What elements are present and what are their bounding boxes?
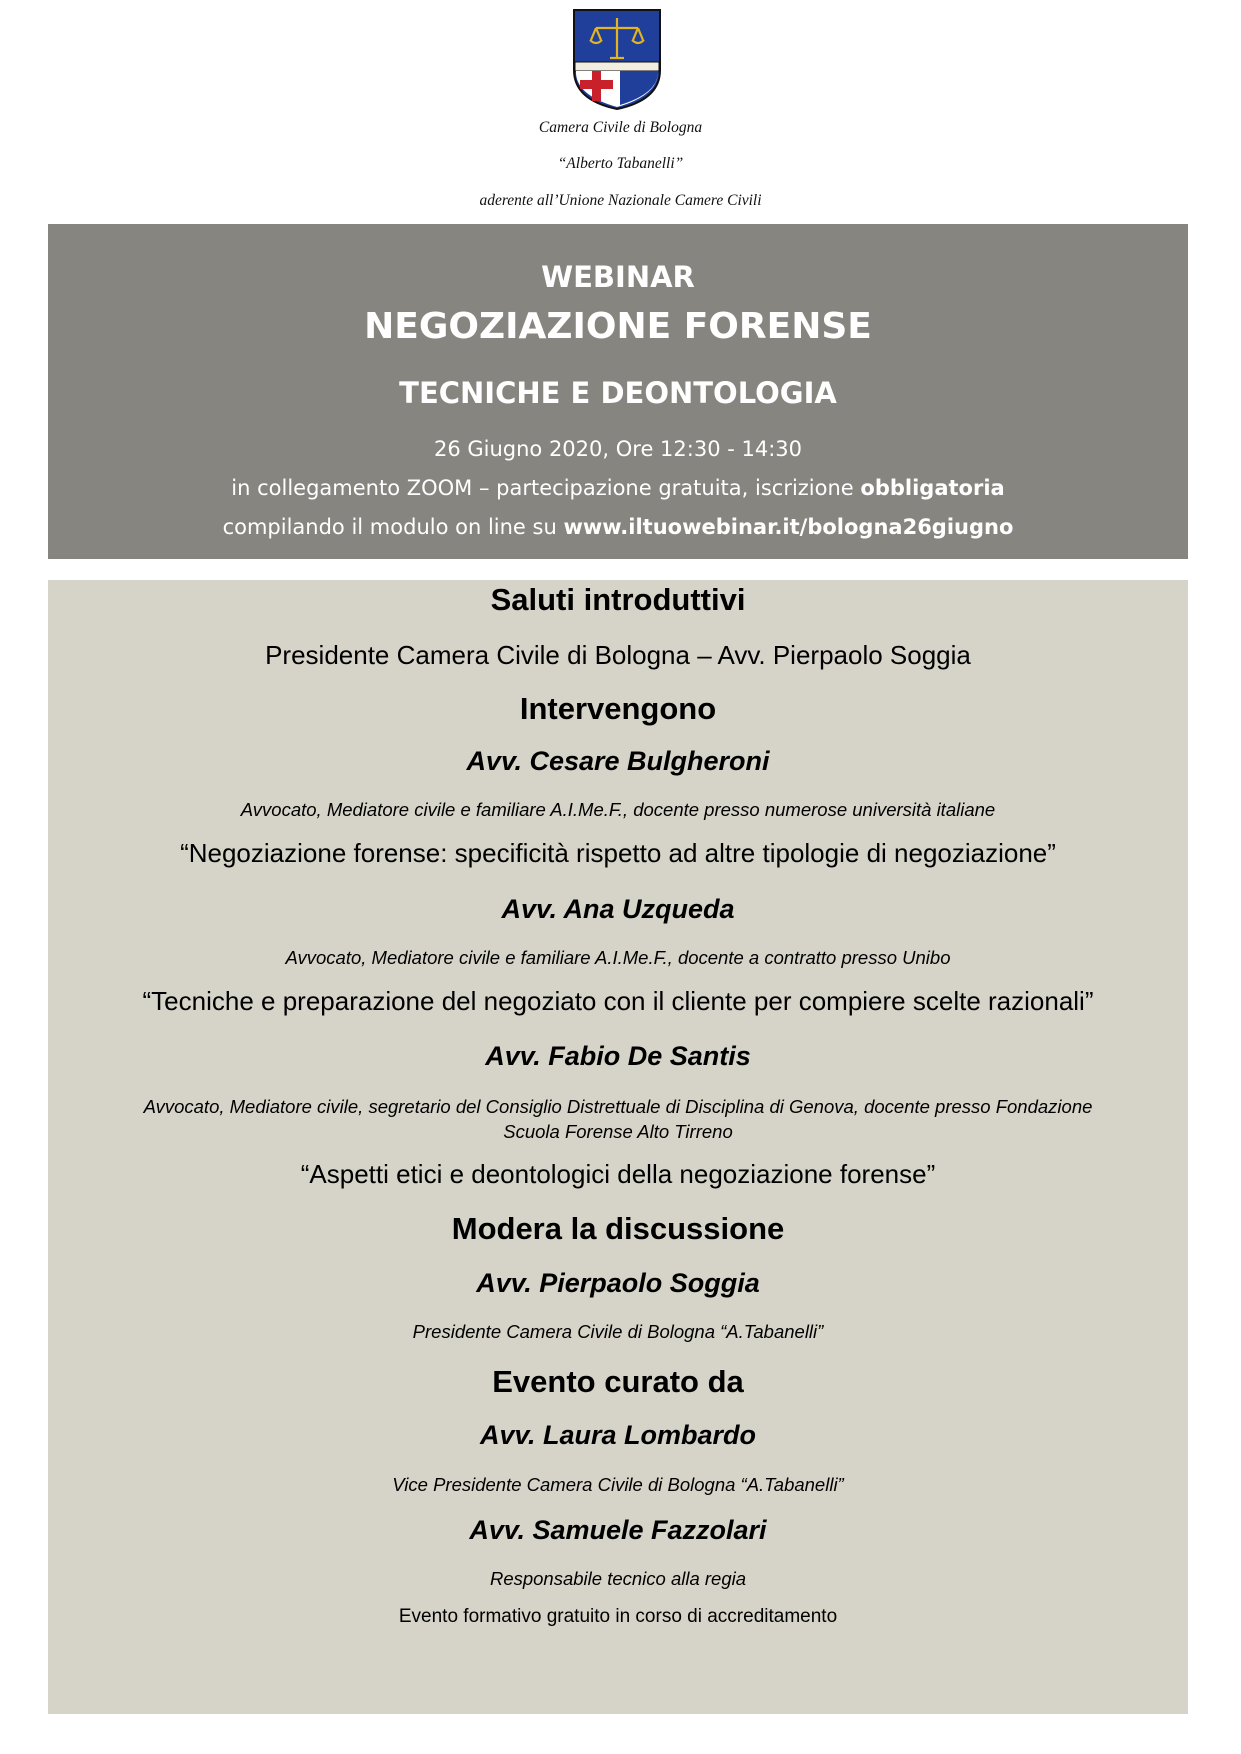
speaker-role-continued: Scuola Forense Alto Tirreno — [503, 1121, 733, 1142]
speaker-talk-title: “Tecniche e preparazione del negoziato con il cliente per compiere scelte razionali” — [142, 986, 1094, 1016]
event-format-label: WEBINAR — [541, 260, 695, 294]
speaker-talk-title: “Negoziazione forense: specificità rispetto ad altre tipologie di negoziazione” — [180, 838, 1056, 868]
organization-dedication: “Alberto Tabanelli” — [557, 155, 684, 172]
crest-scroll-band — [575, 62, 659, 71]
event-date-time: 26 Giugno 2020, Ore 12:30 - 14:30 — [433, 437, 803, 461]
speaker-name: Avv. Fabio De Santis — [485, 1041, 751, 1071]
curator-role: Vice Presidente Camera Civile di Bologna “A.Tabanelli” — [392, 1474, 844, 1495]
registration-info — [48, 515, 1188, 539]
event-participation-info — [48, 476, 1188, 500]
welcome-heading: Saluti introduttivi — [490, 582, 746, 617]
accreditation-note: Evento formativo gratuito in corso di accreditamento — [398, 1606, 838, 1627]
event-banner — [48, 224, 1188, 559]
camera-civile-crest-logo — [572, 8, 662, 111]
speaker-name: Avv. Ana Uzqueda — [501, 894, 735, 924]
moderator-role: Presidente Camera Civile di Bologna “A.Tabanelli” — [412, 1321, 824, 1342]
registration-url[interactable]: www.iltuowebinar.it/bologna26giugno — [563, 515, 1014, 539]
event-title: NEGOZIAZIONE FORENSE — [364, 306, 872, 347]
participation-text: in collegamento ZOOM – partecipazione gratuita, iscrizione — [231, 476, 861, 500]
crest-red-cross-horizontal — [580, 80, 613, 89]
speaker-role: Avvocato, Mediatore civile e familiare A.I.Me.F., docente a contratto presso Unibo — [285, 947, 951, 968]
welcome-text: Presidente Camera Civile di Bologna – Avv. Pierpaolo Soggia — [265, 640, 971, 670]
curator-name: Avv. Laura Lombardo — [479, 1420, 757, 1450]
event-subtitle: TECNICHE E DEONTOLOGIA — [399, 376, 837, 410]
curator-name: Avv. Samuele Fazzolari — [469, 1515, 767, 1545]
organization-name: Camera Civile di Bologna — [538, 119, 703, 136]
speaker-role: Avvocato, Mediatore civile e familiare A.I.Me.F., docente presso numerose università italiane — [240, 799, 996, 820]
program-panel — [48, 580, 1188, 1714]
speakers-heading: Intervengono — [519, 691, 717, 726]
organization-affiliation: aderente all’Unione Nazionale Camere Civili — [479, 192, 762, 209]
curated-heading: Evento curato da — [492, 1364, 744, 1399]
speaker-talk-title: “Aspetti etici e deontologici della negoziazione forense” — [300, 1159, 936, 1189]
speaker-role: Avvocato, Mediatore civile, segretario del Consiglio Distrettuale di Disciplina di Genova, docente presso Fondazione — [143, 1096, 1093, 1117]
speaker-name: Avv. Cesare Bulgheroni — [466, 746, 770, 776]
participation-mandatory: obbligatoria — [860, 476, 1005, 500]
registration-text: compilando il modulo on line su — [222, 515, 564, 539]
moderator-heading: Modera la discussione — [451, 1211, 785, 1246]
curator-role: Responsabile tecnico alla regia — [489, 1568, 747, 1589]
moderator-name: Avv. Pierpaolo Soggia — [476, 1268, 760, 1298]
